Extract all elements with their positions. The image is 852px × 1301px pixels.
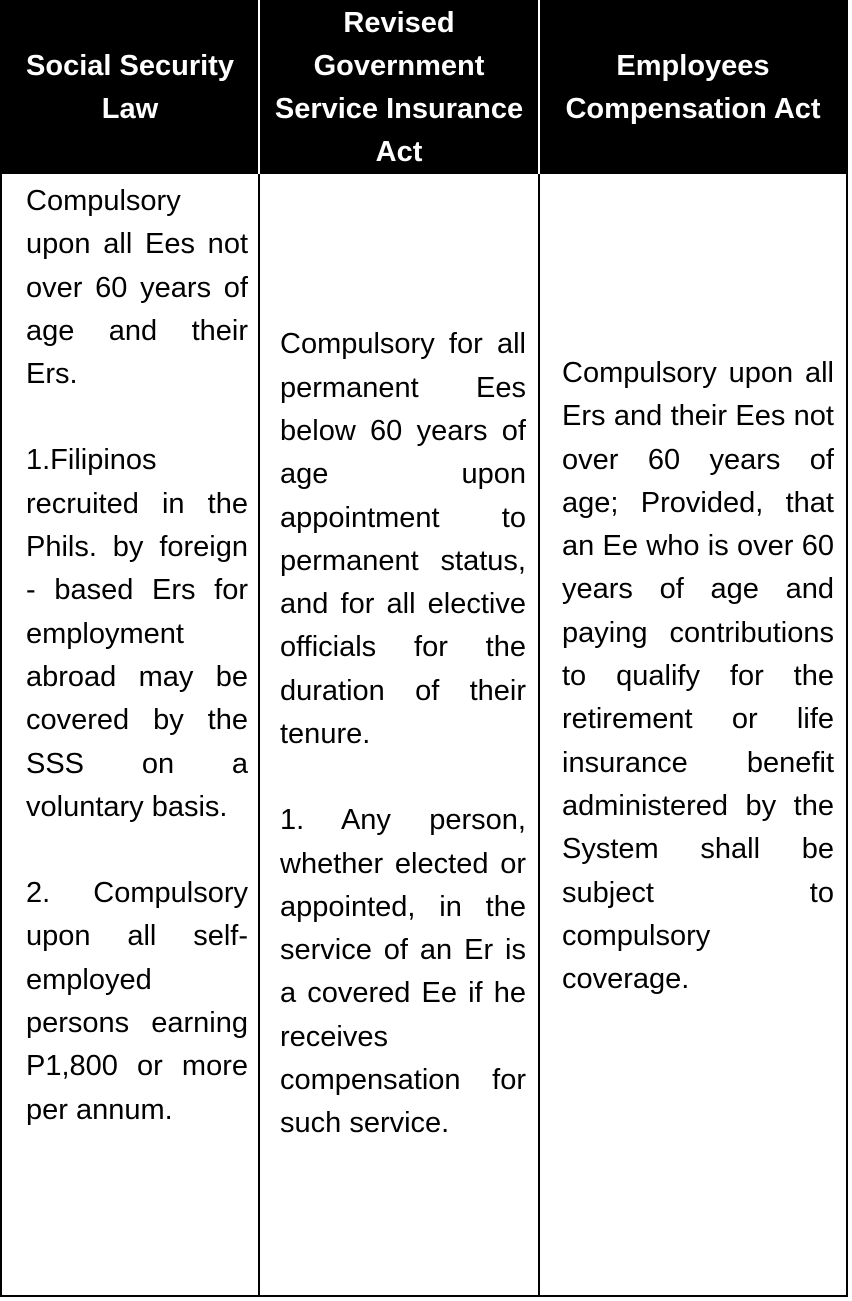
gsis-act-cell — [259, 174, 539, 1296]
sss-coverage-item-2: 2. Compulsory upon all self-employed persons earning P1,800 or more per annum. — [26, 877, 248, 1126]
header-row — [1, 1, 847, 174]
ec-act-cell — [539, 174, 847, 1296]
paragraph-spacer — [26, 829, 248, 872]
paragraph-spacer — [280, 756, 526, 799]
header-social-security-law: Social Security Law — [1, 1, 259, 174]
paragraph-spacer — [26, 396, 248, 439]
sss-coverage-item-1: 1.Filipinos recruited in the Phils. by foreign - based Ers for employment abroad may be covered by the SSS on a voluntary basis. — [26, 444, 248, 823]
content-row — [1, 174, 847, 1296]
sss-coverage-intro: Compulsory upon all Ees not over 60 years of age and their Ers. — [26, 185, 248, 391]
gsis-coverage-intro: Compulsory for all permanent Ees below 60 years of age upon appointment to permanent status, and for all elective officials for the duration of their tenure. — [280, 328, 526, 750]
gsis-coverage-item-1: 1. Any person, whether elected or appointed, in the service of an Er is a covered Ee if he receives compensation for such service. — [280, 804, 526, 1140]
social-security-law-cell — [1, 174, 259, 1296]
header-revised-gsis-act: Revised Government Service Insurance Act — [259, 1, 539, 174]
header-employees-compensation-act: Employees Compensation Act — [539, 1, 847, 174]
ec-coverage-text: Compulsory upon all Ers and their Ees not over 60 years of age; Provided, that an Ee who is over 60 years of age and paying contributions to qualify for the retirement or life insurance benefit administered by the System shall be subject to compulsory coverage. — [562, 357, 834, 996]
